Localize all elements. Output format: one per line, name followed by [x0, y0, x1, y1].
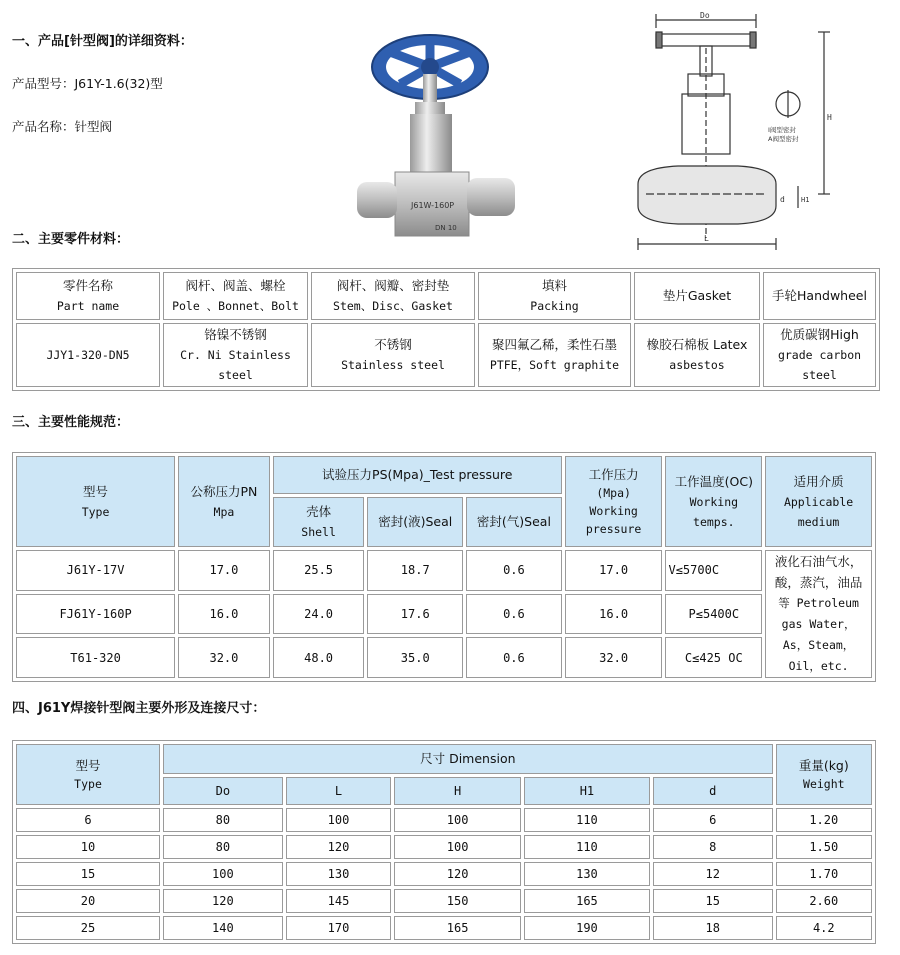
header-l: L: [286, 777, 392, 805]
drawing-label-d: d: [780, 195, 785, 204]
drawing-label-h: H: [827, 113, 832, 122]
cell: 15: [16, 862, 160, 886]
table-row: [16, 272, 876, 320]
cell: 15: [653, 889, 773, 913]
cell: 110: [524, 835, 650, 859]
cell: JJY1-320-DN5: [16, 323, 160, 387]
cell: 16.0: [178, 594, 270, 635]
cell: 4.2: [776, 916, 872, 940]
cell: 165: [524, 889, 650, 913]
header-d: d: [653, 777, 773, 805]
cell: 1.20: [776, 808, 872, 832]
header-medium: 适用介质 Applicable medium: [765, 456, 872, 547]
cell: 100: [394, 835, 521, 859]
section-title-dimensions: 四、J61Y焊接针型阀主要外形及连接尺寸：: [12, 701, 266, 716]
table-row: [16, 637, 872, 678]
drawing-note-1: I阀型密封: [768, 126, 796, 134]
cell: 130: [286, 862, 392, 886]
cell: 145: [286, 889, 392, 913]
cell: 10: [16, 835, 160, 859]
cell: 80: [163, 808, 283, 832]
cell: 铬镍不锈钢 Cr. Ni Stainless steel: [163, 323, 308, 387]
header-do: Do: [163, 777, 283, 805]
table-row: [16, 916, 872, 940]
cell: T61-320: [16, 637, 175, 678]
drawing-label-l: L: [704, 234, 709, 243]
cell: 17.0: [178, 550, 270, 591]
table-row: [16, 889, 872, 913]
drawing-label-do: Do: [700, 11, 710, 20]
valve-drawing: [628, 8, 890, 258]
cell: C≤425 OC: [665, 637, 762, 678]
cell: 1.50: [776, 835, 872, 859]
cell: V≤5700C: [665, 550, 762, 591]
cell: FJ61Y-160P: [16, 594, 175, 635]
cell: 120: [394, 862, 521, 886]
cell: 165: [394, 916, 521, 940]
drawing-note-2: A阀型密封: [768, 135, 799, 143]
cell: 120: [286, 835, 392, 859]
cell: 140: [163, 916, 283, 940]
cell: 17.6: [367, 594, 463, 635]
header-cell: 手轮Handwheel: [763, 272, 876, 320]
cell: 17.0: [565, 550, 663, 591]
performance-table: [12, 452, 876, 682]
cell: 80: [163, 835, 283, 859]
cell: 25.5: [273, 550, 365, 591]
cell: 100: [286, 808, 392, 832]
table-row: [16, 835, 872, 859]
cell: 170: [286, 916, 392, 940]
header-pn: 公称压力PN Mpa: [178, 456, 270, 547]
header-seal-liquid: 密封(液)Seal: [367, 497, 463, 547]
cell: 130: [524, 862, 650, 886]
header-h: H: [394, 777, 521, 805]
table-row: [16, 862, 872, 886]
header-type: 型号 Type: [16, 456, 175, 547]
cell: 6: [653, 808, 773, 832]
cell: 0.6: [466, 550, 562, 591]
header-test-pressure: 试验压力PS(Mpa)_Test pressure: [273, 456, 562, 494]
cell: 8: [653, 835, 773, 859]
cell: 100: [163, 862, 283, 886]
cell: 150: [394, 889, 521, 913]
section-title-materials: 二、主要零件材料：: [12, 232, 130, 247]
header-weight: 重量(kg) Weight: [776, 744, 872, 805]
header-shell: 壳体 Shell: [273, 497, 365, 547]
table-row: [16, 323, 876, 387]
cell: 32.0: [178, 637, 270, 678]
header-cell: 零件名称 Part name: [16, 272, 160, 320]
product-model: 产品型号：J61Y-1.6(32)型: [12, 76, 163, 91]
cell: 18: [653, 916, 773, 940]
header-dimension: 尺寸 Dimension: [163, 744, 773, 774]
drawing-label-h1: H1: [801, 196, 810, 204]
table-row: [16, 456, 872, 494]
cell: 16.0: [565, 594, 663, 635]
cell: 橡胶石棉板 Latex asbestos: [634, 323, 760, 387]
header-cell: 填料 Packing: [478, 272, 631, 320]
cell: 24.0: [273, 594, 365, 635]
header-cell: 阀杆、阀盖、螺栓 Pole 、Bonnet、Bolt: [163, 272, 308, 320]
header-h1: H1: [524, 777, 650, 805]
cell: 35.0: [367, 637, 463, 678]
photo-stamp-model: J61W-160P: [411, 201, 455, 210]
section-title-details: 一、产品[针型阀]的详细资料：: [12, 34, 193, 49]
cell: 6: [16, 808, 160, 832]
cell: 聚四氟乙稀，柔性石墨 PTFE，Soft graphite: [478, 323, 631, 387]
cell: 0.6: [466, 637, 562, 678]
cell: 100: [394, 808, 521, 832]
cell: 32.0: [565, 637, 663, 678]
cell: 48.0: [273, 637, 365, 678]
table-row: [16, 744, 872, 774]
cell: P≤5400C: [665, 594, 762, 635]
header-cell: 阀杆、阀瓣、密封垫 Stem、Disc、Gasket: [311, 272, 475, 320]
table-row: [16, 808, 872, 832]
header-cell: 垫片Gasket: [634, 272, 760, 320]
table-row: [16, 550, 872, 591]
cell: 190: [524, 916, 650, 940]
table-row: [16, 594, 872, 635]
dimension-table: [12, 740, 876, 944]
cell: 优质碳钢High grade carbon steel: [763, 323, 876, 387]
cell: 18.7: [367, 550, 463, 591]
cell: 110: [524, 808, 650, 832]
header-seal-gas: 密封(气)Seal: [466, 497, 562, 547]
medium-cell: 液化石油气水， 酸，蒸汽，油品 等 Petroleum gas Water， As，Steam， Oil，etc.: [765, 550, 872, 678]
section-title-performance: 三、主要性能规范：: [12, 415, 130, 430]
valve-photo: [355, 22, 525, 242]
header-type: 型号 Type: [16, 744, 160, 805]
header-working-temp: 工作温度(OC) Working temps.: [665, 456, 762, 547]
cell: 2.60: [776, 889, 872, 913]
cell: 不锈钢 Stainless steel: [311, 323, 475, 387]
cell: 12: [653, 862, 773, 886]
cell: 0.6: [466, 594, 562, 635]
cell: 1.70: [776, 862, 872, 886]
cell: 120: [163, 889, 283, 913]
photo-stamp-dn: DN 10: [435, 224, 457, 232]
header-working-pressure: 工作压力 (Mpa) Working pressure: [565, 456, 663, 547]
product-name: 产品名称：针型阀: [12, 119, 113, 134]
cell: 25: [16, 916, 160, 940]
materials-table: [12, 268, 880, 391]
cell: J61Y-17V: [16, 550, 175, 591]
cell: 20: [16, 889, 160, 913]
